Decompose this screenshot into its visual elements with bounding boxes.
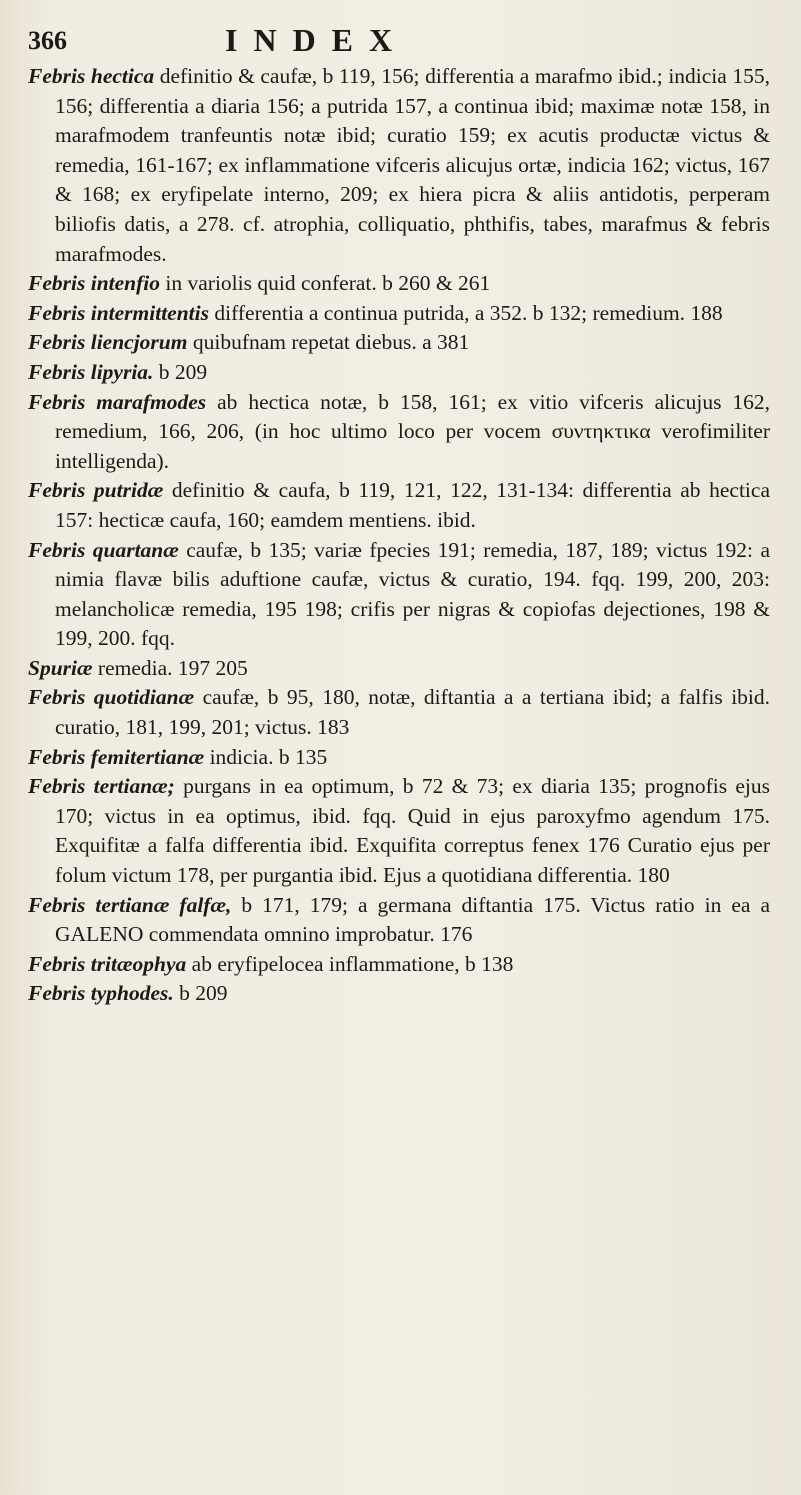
- entry-text: definitio & caufæ, b 119, 156; differentia a marafmo ibid.; indicia 155, 156; differentia a diaria 156; a putrida 157, a continua ibid; maximæ notæ 158, in marafmodem tranfeuntis notæ ibid; curatio 159; ex acutis productæ victus & remedia, 161-167; ex inflammatione vifceris alicujus ortæ, indicia 162; victus, 167 & 168; ex eryfipelate interno, 209; ex hiera picra & aliis antidotis, perperam biliofis datis, a 278. cf. atrophia, colliquatio, phthifis, tabes, marafmus & febris marafmodes.: [55, 64, 770, 266]
- index-entry: [28, 743, 770, 773]
- index-entry: [28, 328, 770, 358]
- index-entry: [28, 979, 770, 1009]
- entry-term: Febris lipyria.: [28, 359, 154, 384]
- entry-term: Febris tertianæ falfæ,: [28, 892, 232, 917]
- index-entry: [28, 269, 770, 299]
- entry-term: Febris intermittentis: [28, 300, 209, 325]
- entry-term: Febris tritæophya: [28, 951, 187, 976]
- entry-text: caufæ, b 135; variæ fpecies 191; remedia, 187, 189; victus 192: a nimia flavæ bilis aduftione caufæ, victus & curatio, 194. fqq. 199, 200, 203: melancholicæ remedia, 195 198; crifis per nigras & copiofas dejectiones, 198 & 199, 200. fqq.: [55, 537, 770, 651]
- entry-term: Febris liencjorum: [28, 330, 188, 355]
- index-entry: [28, 683, 770, 742]
- entry-text: ab eryfipelocea inflammatione, b 138: [191, 951, 514, 976]
- entry-term: Febris tertianæ;: [28, 774, 175, 799]
- entry-text: in variolis quid conferat. b 260 & 261: [165, 271, 491, 296]
- entry-term: Febris putridæ: [28, 478, 164, 503]
- entry-term: Spuriæ: [28, 655, 93, 680]
- entry-term: Febris intenfio: [28, 271, 161, 296]
- entry-term: Febris quartanæ: [28, 537, 179, 562]
- entry-term: Febris femitertianæ: [28, 744, 205, 769]
- entry-text: b 209: [158, 359, 208, 384]
- entry-text: quibufnam repetat diebus. a 381: [192, 330, 470, 355]
- index-entry: [28, 476, 770, 535]
- entry-text: remedia. 197 205: [97, 655, 248, 680]
- running-head: INDEX: [225, 22, 409, 58]
- page-number: 366: [28, 26, 67, 55]
- entry-text: indicia. b 135: [209, 744, 328, 769]
- entry-text: differentia a continua putrida, a 352. b 132; remedium. 188: [214, 300, 723, 325]
- page-header: [20, 22, 761, 62]
- entry-term: Febris marafmodes: [28, 389, 207, 414]
- index-entry: [28, 299, 770, 329]
- index-entry: [28, 536, 770, 654]
- entry-text: definitio & caufa, b 119, 121, 122, 131-134: differentia ab hectica 157: hecticæ caufa, 160; eamdem mentiens. ibid.: [55, 478, 770, 532]
- index-entry: [28, 388, 770, 477]
- entry-term: Febris hectica: [28, 64, 155, 88]
- entry-term: Febris typhodes.: [28, 981, 174, 1006]
- index-entry: [28, 62, 770, 269]
- entry-text: b 171, 179; a germana diftantia 175. Victus ratio in ea a GALENO commendata omnino improbatur. 176: [55, 892, 771, 947]
- index-entry: [28, 950, 770, 980]
- index-entry: [28, 654, 770, 684]
- entry-text: ab hectica notæ, b 158, 161; ex vitio vifceris alicujus 162, remedium, 166, 206, (in hoc ultimo loco per vocem συντηκτικα verofimiliter intelligenda).: [55, 389, 770, 473]
- index-entry: [28, 772, 770, 890]
- index-body: [28, 62, 770, 1009]
- index-entry: [28, 891, 770, 950]
- entry-text: purgans in ea optimum, b 72 & 73; ex diaria 135; prognofis ejus 170; victus in ea optimus, ibid. fqq. Quid in ejus paroxyfmo agendum 175. Exquifitæ a falfa differentia ibid. Exquifita correptus fenex 176 Curatio ejus per folum victum 178, per purgantia ibid. Ejus a quotidiana differentia. 180: [55, 774, 771, 888]
- index-entry: [28, 358, 770, 388]
- entry-text: b 209: [179, 981, 228, 1006]
- entry-text: caufæ, b 95, 180, notæ, diftantia a a tertiana ibid; a falfis ibid. curatio, 181, 199, 201; victus. 183: [55, 685, 771, 740]
- entry-term: Febris quotidianæ: [28, 685, 195, 710]
